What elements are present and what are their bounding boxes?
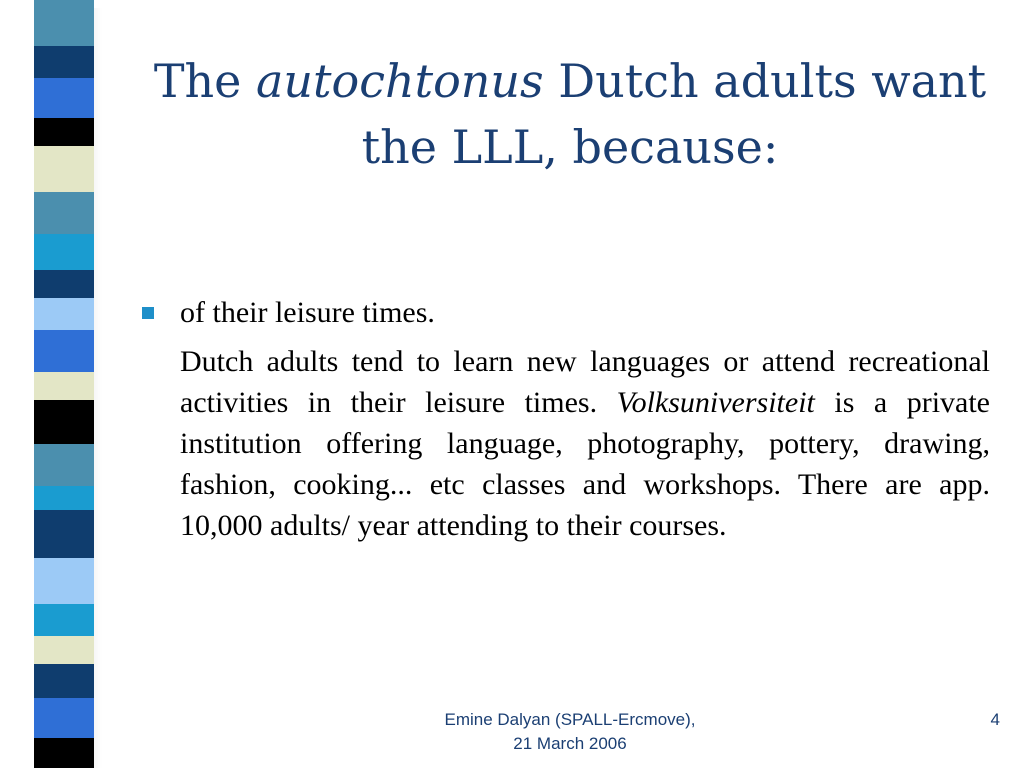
title-italic-word: autochtonus bbox=[256, 54, 544, 108]
stripe-block bbox=[34, 146, 94, 192]
stripe-block bbox=[34, 330, 94, 372]
footer-author: Emine Dalyan (SPALL-Ercmove), bbox=[444, 710, 696, 729]
body-paragraph bbox=[180, 341, 990, 546]
stripe-block bbox=[34, 400, 94, 444]
bullet-list bbox=[140, 292, 990, 546]
paragraph-italic-term: Volksuniversiteit bbox=[616, 386, 815, 419]
decorative-stripe-column bbox=[34, 0, 94, 768]
stripe-block bbox=[34, 664, 94, 698]
stripe-block bbox=[34, 298, 94, 330]
slide-title bbox=[130, 48, 1010, 180]
stripe-block bbox=[34, 486, 94, 510]
stripe-block bbox=[34, 78, 94, 118]
bullet-text: of their leisure times. bbox=[180, 296, 435, 329]
stripe-block bbox=[34, 0, 94, 18]
stripe-block bbox=[34, 234, 94, 270]
paragraph-text: Dutch adults tend to learn new languages or attend recreational activities in their leisure times. bbox=[180, 345, 990, 419]
stripe-block bbox=[34, 372, 94, 400]
title-text: The bbox=[153, 54, 256, 108]
stripe-block bbox=[34, 698, 94, 738]
stripe-block bbox=[34, 18, 94, 46]
stripe-block bbox=[34, 192, 94, 234]
title-text-rest: Dutch adults want the LLL, because: bbox=[361, 54, 987, 174]
footer-author-date bbox=[380, 708, 760, 756]
stripe-block bbox=[34, 510, 94, 558]
stripe-block bbox=[34, 46, 94, 78]
paragraph-text-rest: is a private institution offering language, photography, pottery, drawing, fashion, cooking... etc classes and workshops. There are app. 10,000 adults/ year attending to their courses. bbox=[180, 386, 990, 542]
stripe-block bbox=[34, 444, 94, 486]
page-number: 4 bbox=[990, 710, 1000, 729]
bullet-item bbox=[140, 292, 990, 333]
footer-date: 21 March 2006 bbox=[513, 734, 627, 753]
square-bullet-icon bbox=[142, 307, 154, 319]
stripe-block bbox=[34, 604, 94, 636]
stripe-block bbox=[34, 558, 94, 604]
stripe-block bbox=[34, 270, 94, 298]
stripe-block bbox=[34, 636, 94, 664]
stripe-block bbox=[34, 738, 94, 768]
stripe-block bbox=[34, 118, 94, 146]
